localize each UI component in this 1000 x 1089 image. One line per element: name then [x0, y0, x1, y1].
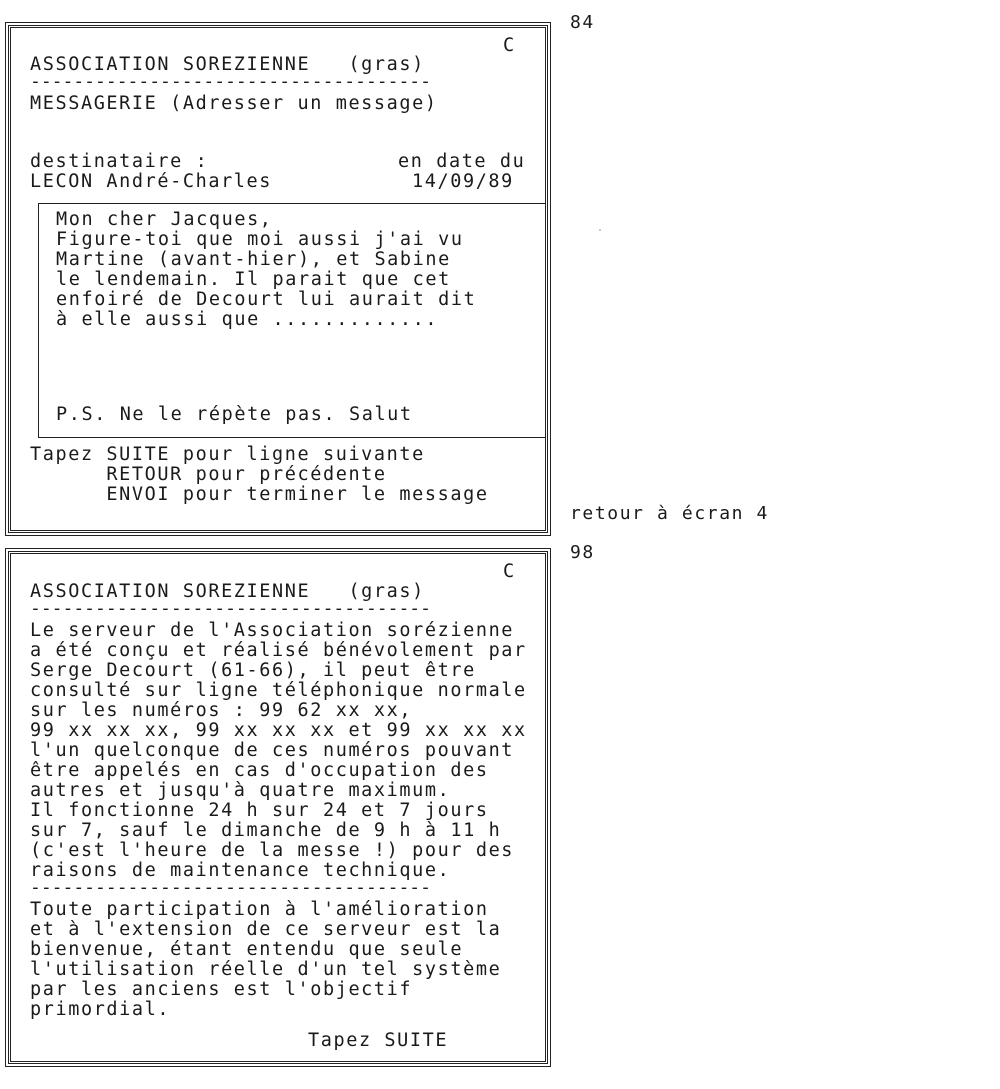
message-line: Figure-toi que moi aussi j'ai vu [56, 229, 464, 250]
body-line: bienvenue, étant entendu que seule [30, 939, 464, 960]
body-line: 99 xx xx xx, 99 xx xx xx et 99 xx xx xx [30, 720, 527, 741]
body-line: l'un quelconque de ces numéros pouvant [30, 740, 515, 761]
body-line: raisons de maintenance technique. [30, 860, 451, 881]
screen-header: ASSOCIATION SOREZIENNE (gras) [30, 581, 425, 602]
body-line: être appelés en cas d'occupation des [30, 760, 489, 781]
body-line: Serge Decourt (61-66), il peut être [30, 660, 476, 681]
postscript: P.S. Ne le répète pas. Salut [56, 404, 413, 425]
body-line: primordial. [30, 999, 171, 1020]
corner-mark: C [503, 561, 516, 582]
screen-subtitle: MESSAGERIE (Adresser un message) [30, 93, 438, 114]
page-number-84: 84 [570, 12, 595, 33]
body-line: (c'est l'heure de la messe !) pour des [30, 840, 515, 861]
minitel-screen-info [8, 551, 548, 1064]
body-line: Il fonctionne 24 h sur 24 et 7 jours [30, 800, 489, 821]
header-separator: ------------------------------------- [30, 71, 431, 92]
body-line: a été conçu et réalisé bénévolement par [30, 640, 527, 661]
message-line: Martine (avant-hier), et Sabine [56, 249, 451, 270]
body-line: l'utilisation réelle d'un tel système [30, 959, 502, 980]
body-line: consulté sur ligne téléphonique normale [30, 680, 527, 701]
minitel-screen-messagerie [8, 25, 548, 533]
message-line: enfoiré de Decourt lui aurait dit [56, 289, 477, 310]
message-line: Mon cher Jacques, [56, 209, 273, 230]
message-line: le lendemain. Il parait que cet [56, 269, 451, 290]
footer-instruction: Tapez SUITE [308, 1030, 449, 1051]
recipient-name: LECON André-Charles [30, 171, 273, 192]
body-line: par les anciens est l'objectif [30, 979, 413, 1000]
side-note: retour à écran 4 [570, 503, 769, 524]
body-line: autres et jusqu'à quatre maximum. [30, 780, 451, 801]
section-separator: ------------------------------------- [30, 877, 431, 898]
body-line: Toute participation à l'amélioration [30, 899, 489, 920]
body-line: Le serveur de l'Association sorézienne [30, 620, 515, 641]
body-line: sur 7, sauf le dimanche de 9 h à 11 h [30, 820, 502, 841]
corner-mark: C [503, 35, 516, 56]
header-separator: ------------------------------------- [30, 598, 431, 619]
body-line: sur les numéros : 99 62 xx xx, [30, 700, 413, 721]
message-line: à elle aussi que ............. [56, 309, 439, 330]
body-line: et à l'extension de ce serveur est la [30, 919, 502, 940]
instruction-line: ENVOI pour terminer le message [30, 484, 489, 505]
recipient-label: destinataire : [30, 151, 209, 172]
instruction-line: RETOUR pour précédente [30, 464, 387, 485]
paper-speck [599, 229, 601, 231]
instruction-line: Tapez SUITE pour ligne suivante [30, 444, 425, 465]
date-value: 14/09/89 [412, 171, 514, 192]
date-label: en date du [398, 151, 526, 172]
screen-header: ASSOCIATION SOREZIENNE (gras) [30, 54, 425, 75]
page-number-98: 98 [570, 542, 595, 563]
